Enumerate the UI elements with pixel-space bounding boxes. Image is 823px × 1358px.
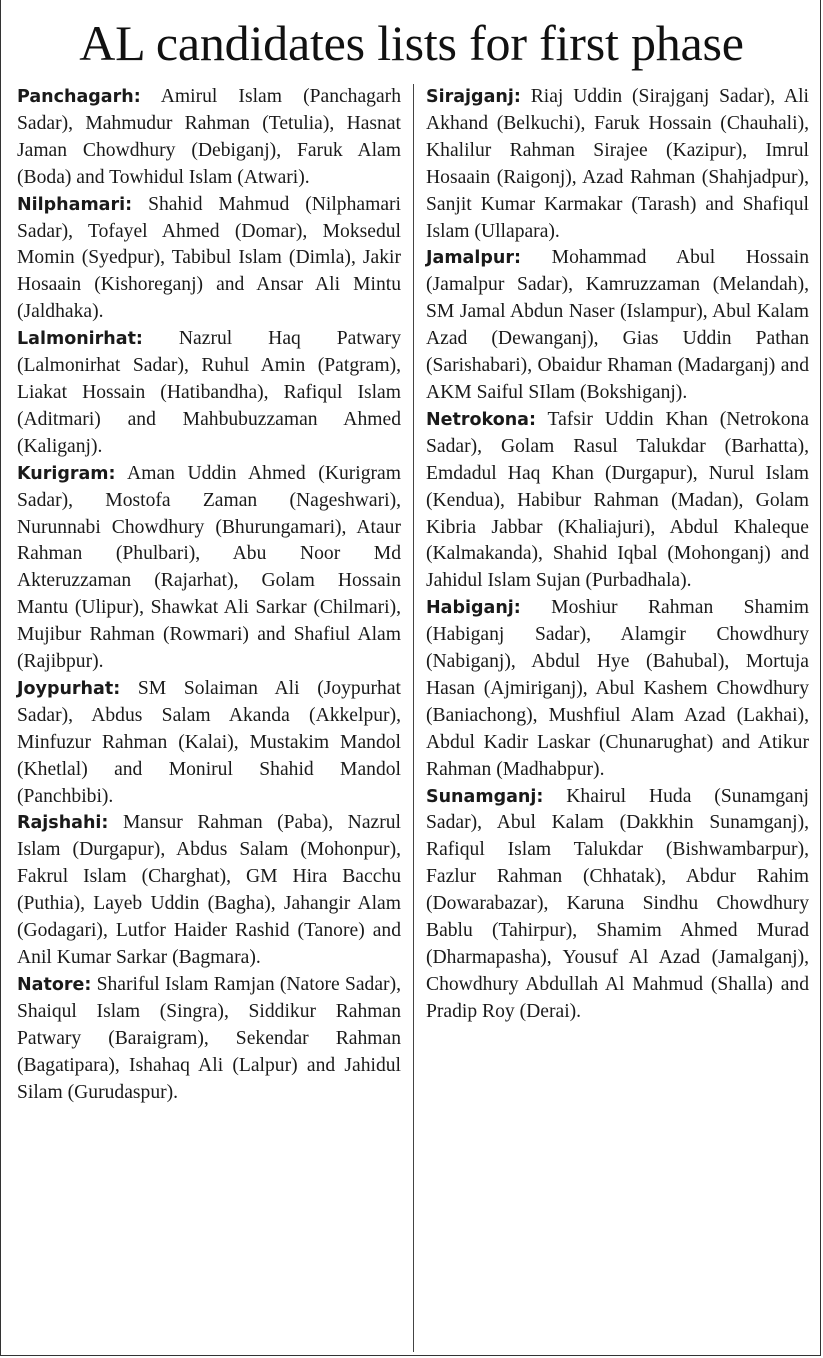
left-column (17, 84, 401, 1106)
entry-sirajganj (426, 84, 809, 245)
candidate-list: Tafsir Uddin Khan (Netrokona Sadar), Golam Rasul Talukdar (Barhatta), Emdadul Haq Khan (Durgapur), Nurul Islam (Kendua), Habibur Rahman (Madan), Golam Kibria Jabbar (Khaliajuri), Abdul Khaleque (Kalmakanda), Shahid Iqbal (Mohonganj) and Jahidul Islam Sujan (Purbadhala). (426, 408, 809, 592)
entry-lalmonirhat (17, 326, 401, 461)
district-name: Lalmonirhat: (17, 329, 143, 350)
entry-habiganj (426, 595, 809, 783)
candidate-list: Moshiur Rahman Shamim (Habiganj Sadar), Alamgir Chowdhury (Nabiganj), Abdul Hye (Bahubal), Mortuja Hasan (Ajmiriganj), Abul Kashem Chowdhury (Baniachong), Mushfiul Alam Azad (Lakhai), Abdul Kadir Laskar (Chunarughat) and Atikur Rahman (Madhabpur). (426, 597, 809, 780)
entry-jamalpur (426, 245, 809, 406)
district-name: Jamalpur: (426, 248, 521, 269)
district-name: Natore: (17, 974, 92, 995)
candidate-list: Amirul Islam (Panchagarh Sadar), Mahmudur Rahman (Tetulia), Hasnat Jaman Chowdhury (Debiganj), Faruk Alam (Boda) and Towhidul Islam (Atwari). (17, 86, 401, 188)
entry-joypurhat (17, 676, 401, 811)
district-name: Sirajganj: (426, 87, 521, 107)
right-column (426, 84, 809, 1026)
column-divider (413, 84, 414, 1352)
entry-sunamganj (426, 784, 809, 1026)
entry-nilphamari (17, 192, 401, 327)
district-name: Panchagarh: (17, 87, 141, 107)
candidate-list: SM Solaiman Ali (Joypurhat Sadar), Abdus Salam Akanda (Akkelpur), Minfuzur Rahman (Kalai), Mustakim Mandol (Khetlal) and Monirul Shahid Mandol (Panchbibi). (17, 677, 401, 807)
entry-panchagarh (17, 84, 401, 192)
district-name: Netrokona: (426, 409, 536, 430)
candidate-list: Riaj Uddin (Sirajganj Sadar), Ali Akhand (Belkuchi), Faruk Hossain (Chauhali), Khalilur Rahman Sirajee (Kazipur), Imrul Hosaain (Raigonj), Azad Rahman (Shahjadpur), Sanjit Kumar Karmakar (Tarash) and Shafiqul Islam (Ullapara). (426, 86, 809, 242)
entry-rajshahi (17, 810, 401, 971)
entry-natore (17, 972, 401, 1107)
district-name: Nilphamari: (17, 194, 133, 215)
candidate-list: Shariful Islam Ramjan (Natore Sadar), Shaiqul Islam (Singra), Siddikur Rahman Patwary (Baraigram), Sekendar Rahman (Bagatipara), Ishahaq Ali (Lalpur) and Jahidul Silam (Gurudaspur). (17, 973, 401, 1103)
headline: AL candidates lists for first phase (79, 15, 744, 71)
district-name: Habiganj: (426, 598, 521, 619)
entry-netrokona (426, 407, 809, 595)
candidate-list: Nazrul Haq Patwary (Lalmonirhat Sadar), Ruhul Amin (Patgram), Liakat Hossain (Hatibandha), Rafiqul Islam (Aditmari) and Mahbubuzzaman Ahmed (Kaliganj). (17, 328, 401, 457)
candidate-list: Mohammad Abul Hossain (Jamalpur Sadar), Kamruzzaman (Melandah), SM Jamal Abdun Naser (Islampur), Abul Kalam Azad (Dewanganj), Gias Uddin Pathan (Sarishabari), Obaidur Rhaman (Madarganj) and AKM Saiful SIlam (Bokshiganj). (426, 247, 809, 403)
district-name: Sunamganj: (426, 786, 544, 807)
candidate-list: Mansur Rahman (Paba), Nazrul Islam (Durgapur), Abdus Salam (Mohonpur), Fakrul Islam (Charghat), GM Hira Bacchu (Puthia), Layeb Uddin (Bagha), Jahangir Alam (Godagari), Lutfor Haider Rashid (Tanore) and Anil Kumar Sarkar (Bagmara). (17, 812, 401, 968)
district-name: Joypurhat: (17, 678, 121, 699)
candidate-list: Khairul Huda (Sunamganj Sadar), Abul Kalam (Dakkhin Sunamganj), Rafiqul Islam Talukdar (Bishwambarpur), Fazlur Rahman (Chhatak), Abdur Rahim (Dowarabazar), Karuna Sindhu Chowdhury Bablu (Tahirpur), Shamim Ahmed Murad (Dharmapasha), Yousuf Al Azad (Jamalganj), Chowdhury Abdullah Al Mahmud (Shalla) and Pradip Roy (Derai). (426, 785, 809, 1022)
candidate-list: Shahid Mahmud (Nilphamari Sadar), Tofayel Ahmed (Domar), Moksedul Momin (Syedpur), Tabibul Islam (Dimla), Jakir Hosaain (Kishoreganj) and Ansar Ali Mintu (Jaldhaka). (17, 193, 401, 323)
district-name: Kurigram: (17, 463, 116, 484)
candidate-list: Aman Uddin Ahmed (Kurigram Sadar), Mostofa Zaman (Nageshwari), Nurunnabi Chowdhury (Bhurungamari), Ataur Rahman (Phulbari), Abu Noor Md Akteruzzaman (Rajarhat), Golam Hossain Mantu (Ulipur), Shawkat Ali Sarkar (Chilmari), Mujibur Rahman (Rowmari) and Shafiul Alam (Rajibpur). (17, 462, 401, 673)
district-name: Rajshahi: (17, 813, 109, 834)
entry-kurigram (17, 461, 401, 676)
